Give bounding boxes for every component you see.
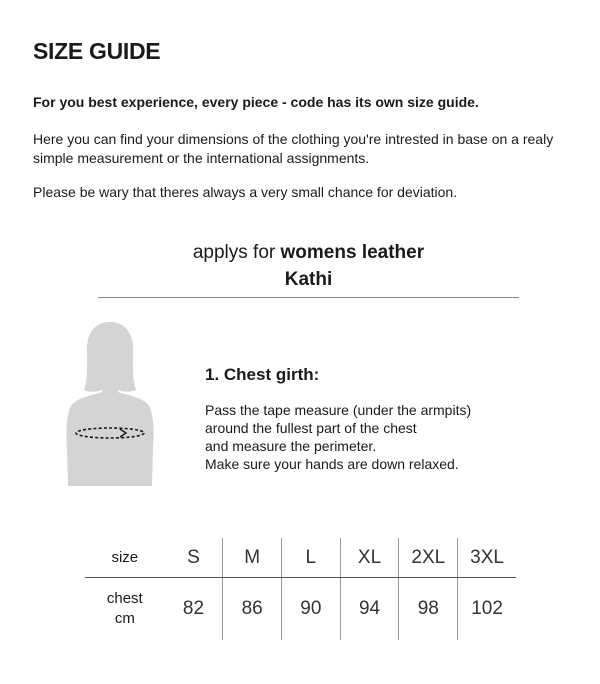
applies-heading xyxy=(98,239,519,293)
chest-girth-title: 1. Chest girth: xyxy=(205,365,320,384)
size-header-row xyxy=(85,538,516,578)
chest-cm-label xyxy=(85,578,165,641)
chest-cm-cell: 90 xyxy=(282,578,341,641)
applies-prefix: applys for xyxy=(192,242,281,263)
instruction-line: around the fullest part of the chest xyxy=(205,420,417,436)
applies-model: Kathi xyxy=(284,269,333,290)
instruction-line: Pass the tape measure (under the armpits) xyxy=(205,402,472,418)
page-title: SIZE GUIDE xyxy=(33,38,161,64)
instruction-line: and measure the perimeter. xyxy=(205,438,377,454)
chest-cm-cell: 86 xyxy=(223,578,282,641)
size-table xyxy=(85,538,516,640)
chest-cm-row xyxy=(85,578,516,641)
chest-cm-cell: 102 xyxy=(458,578,516,641)
size-header-cell: XL xyxy=(340,538,399,578)
instruction-line: Make sure your hands are down relaxed. xyxy=(205,456,459,472)
chest-cm-cell: 82 xyxy=(182,598,205,619)
chest-label-line1: chest xyxy=(106,590,143,607)
section-divider xyxy=(98,297,519,298)
size-header-cell: 3XL xyxy=(458,538,516,578)
intro-bold-text: For you best experience, every piece - code has its own size guide. xyxy=(33,94,479,110)
applies-category: womens leather xyxy=(280,242,425,263)
chest-cm-cell: 98 xyxy=(399,578,458,641)
chest-label-line2: cm xyxy=(114,610,135,627)
size-header-label: size xyxy=(85,538,165,578)
size-header-cell: 2XL xyxy=(399,538,458,578)
chest-cm-cell: 94 xyxy=(340,578,399,641)
size-header-cell: S xyxy=(165,538,223,578)
chest-girth-instructions xyxy=(205,401,471,473)
size-header-cell: M xyxy=(223,538,282,578)
intro-paragraph: Here you can find your dimensions of the clothing you're intrested in base on a realy simple measurement or the international assignments. xyxy=(33,131,554,166)
deviation-note: Please be wary that theres always a very small chance for deviation. xyxy=(33,184,458,200)
size-header-cell: L xyxy=(282,538,341,578)
female-torso-silhouette-with-tape-measure-icon xyxy=(60,318,160,498)
